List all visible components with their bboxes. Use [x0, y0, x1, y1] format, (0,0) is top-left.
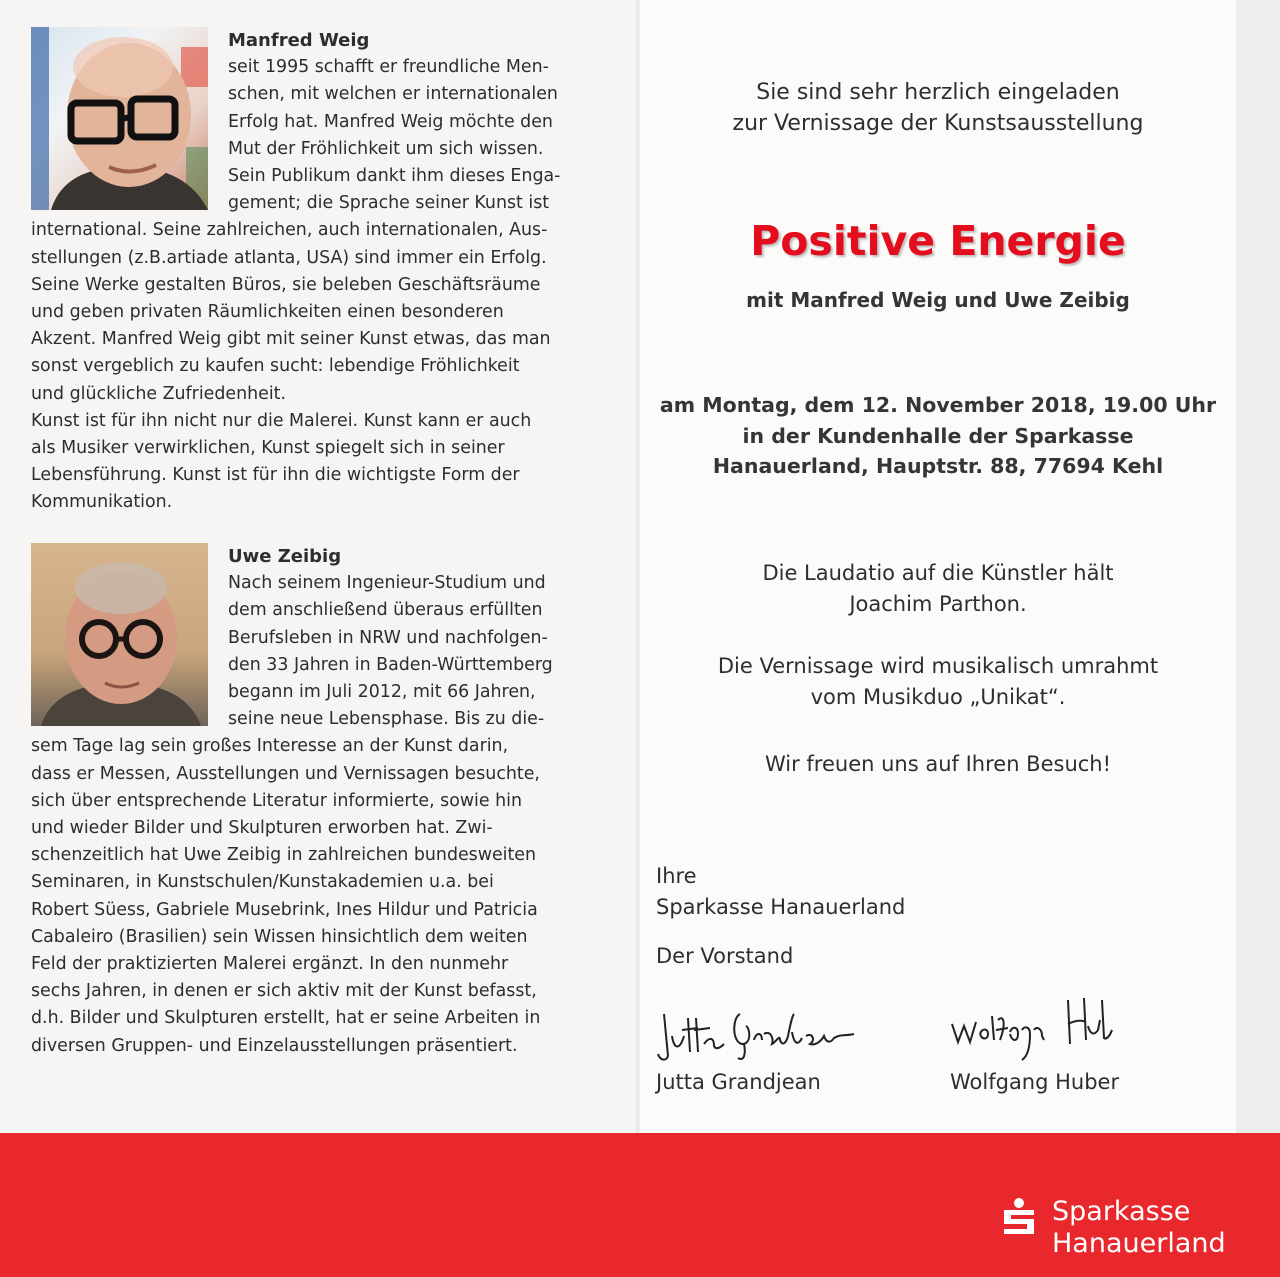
bio-line: den 33 Jahren in Baden-Württemberg: [228, 654, 553, 675]
bio-manfred-weig: [31, 27, 607, 517]
music-note: [640, 651, 1236, 713]
event-details: [640, 390, 1236, 482]
bio-line: Kommunikation.: [31, 492, 173, 513]
bio-line: Akzent. Manfred Weig gibt mit seiner Kunst etwas, das man: [31, 329, 551, 350]
bio-line: als Musiker verwirklichen, Kunst spiegelt sich in seiner: [31, 438, 505, 459]
bio-line: Robert Süess, Gabriele Musebrink, Ines Hildur und Patricia: [31, 899, 538, 920]
music-line: vom Musikduo „Unikat“.: [810, 685, 1066, 709]
event-address: Hanauerland, Hauptstr. 88, 77694 Kehl: [712, 454, 1164, 478]
bio-line: sonst vergeblich zu kaufen sucht: lebendige Fröhlichkeit: [31, 356, 520, 377]
bio-line: international. Seine zahlreichen, auch internationalen, Aus-: [31, 220, 548, 241]
exhibition-subtitle: mit Manfred Weig und Uwe Zeibig: [746, 288, 1130, 312]
bio-line: d.h. Bilder und Skulpturen erstellt, hat er seine Arbeiten in: [31, 1008, 541, 1029]
signer-name-1: Jutta Grandjean: [656, 1070, 821, 1094]
sparkasse-logo-text: [1052, 1196, 1226, 1260]
intro-line: Sie sind sehr herzlich eingeladen: [756, 80, 1120, 105]
bio-line: und geben privaten Räumlichkeiten einen besonderen: [31, 302, 504, 323]
invitation-intro: [640, 77, 1236, 139]
bio-line: Sein Publikum dankt ihm dieses Enga-: [228, 166, 561, 187]
bio-line: dem anschließend überaus erfüllten: [228, 600, 543, 621]
bio-line: Cabaleiro (Brasilien) sein Wissen hinsichtlich dem weiten: [31, 926, 528, 947]
bio-line: seit 1995 schafft er freundliche Men-: [228, 57, 549, 78]
bio-line: schenzeitlich hat Uwe Zeibig in zahlreichen bundesweiten: [31, 845, 537, 866]
bio-line: Kunst ist für ihn nicht nur die Malerei. Kunst kann er auch: [31, 410, 532, 431]
event-venue: in der Kundenhalle der Sparkasse: [742, 423, 1134, 448]
bio-line: und glückliche Zufriedenheit.: [31, 383, 287, 404]
bio-line: sich über entsprechende Literatur informierte, sowie hin: [31, 790, 522, 811]
bio-line: seine neue Lebensphase. Bis zu die-: [228, 709, 545, 730]
sender-board: Der Vorstand: [656, 944, 794, 968]
bio-line: Nach seinem Ingenieur-Studium und: [228, 573, 546, 594]
laudatio: [640, 558, 1236, 620]
sender-ihre: Ihre: [656, 864, 697, 888]
bio-line: Feld der praktizierten Malerei ergänzt. In den nunmehr: [31, 954, 509, 975]
logo-line-2: Hanauerland: [1052, 1228, 1226, 1259]
bio-line: Seine Werke gestalten Büros, sie beleben Geschäftsräume: [31, 274, 541, 295]
signer-name-2: Wolfgang Huber: [950, 1070, 1120, 1094]
sender-block: [656, 861, 905, 923]
bio-line: sechs Jahren, in denen er sich aktiv mit der Kunst befasst,: [31, 981, 537, 1002]
bio-line: Berufsleben in NRW und nachfolgen-: [228, 627, 548, 648]
laudatio-line: Die Laudatio auf die Künstler hält: [762, 561, 1114, 585]
signature-wolfgang-huber: [948, 990, 1113, 1068]
bio-line: und wieder Bilder und Skulpturen erworben hat. Zwi-: [31, 818, 493, 839]
bio-name: Uwe Zeibig: [228, 546, 342, 567]
laudatio-line: Joachim Parthon.: [849, 592, 1027, 616]
bio-line: stellungen (z.B.artiade atlanta, USA) sind immer ein Erfolg.: [31, 247, 547, 268]
page-edge: [1236, 0, 1280, 1133]
bio-name: Manfred Weig: [228, 30, 370, 51]
logo-line-1: Sparkasse: [1052, 1196, 1191, 1227]
sparkasse-s-icon: [1000, 1198, 1038, 1238]
event-date: am Montag, dem 12. November 2018, 19.00 Uhr: [659, 393, 1217, 417]
music-line: Die Vernissage wird musikalisch umrahmt: [717, 654, 1159, 678]
bio-line: Mut der Fröhlichkeit um sich wissen.: [228, 138, 544, 159]
bio-line: gement; die Sprache seiner Kunst ist: [228, 193, 550, 214]
bio-line: schen, mit welchen er internationalen: [228, 84, 558, 105]
closing-greeting: Wir freuen uns auf Ihren Besuch!: [764, 752, 1112, 776]
bio-line: begann im Juli 2012, mit 66 Jahren,: [228, 682, 536, 703]
signature-jutta-grandjean: [654, 996, 864, 1066]
bio-line: sem Tage lag sein großes Interesse an der Kunst darin,: [31, 736, 509, 757]
bio-line: Lebensführung. Kunst ist für ihn die wichtigste Form der: [31, 465, 520, 486]
intro-line: zur Vernissage der Kunstsausstellung: [732, 111, 1144, 136]
exhibition-title: Positive Energie: [750, 217, 1126, 265]
bio-line: diversen Gruppen- und Einzelausstellungen präsentiert.: [31, 1035, 518, 1056]
bio-line: Seminaren, in Kunstschulen/Kunstakademien u.a. bei: [31, 872, 494, 893]
bio-line: dass er Messen, Ausstellungen und Vernissagen besuchte,: [31, 763, 540, 784]
bio-line: Erfolg hat. Manfred Weig möchte den: [228, 111, 553, 132]
sender-bank: Sparkasse Hanauerland: [656, 895, 906, 919]
bio-uwe-zeibig: [31, 543, 607, 1060]
